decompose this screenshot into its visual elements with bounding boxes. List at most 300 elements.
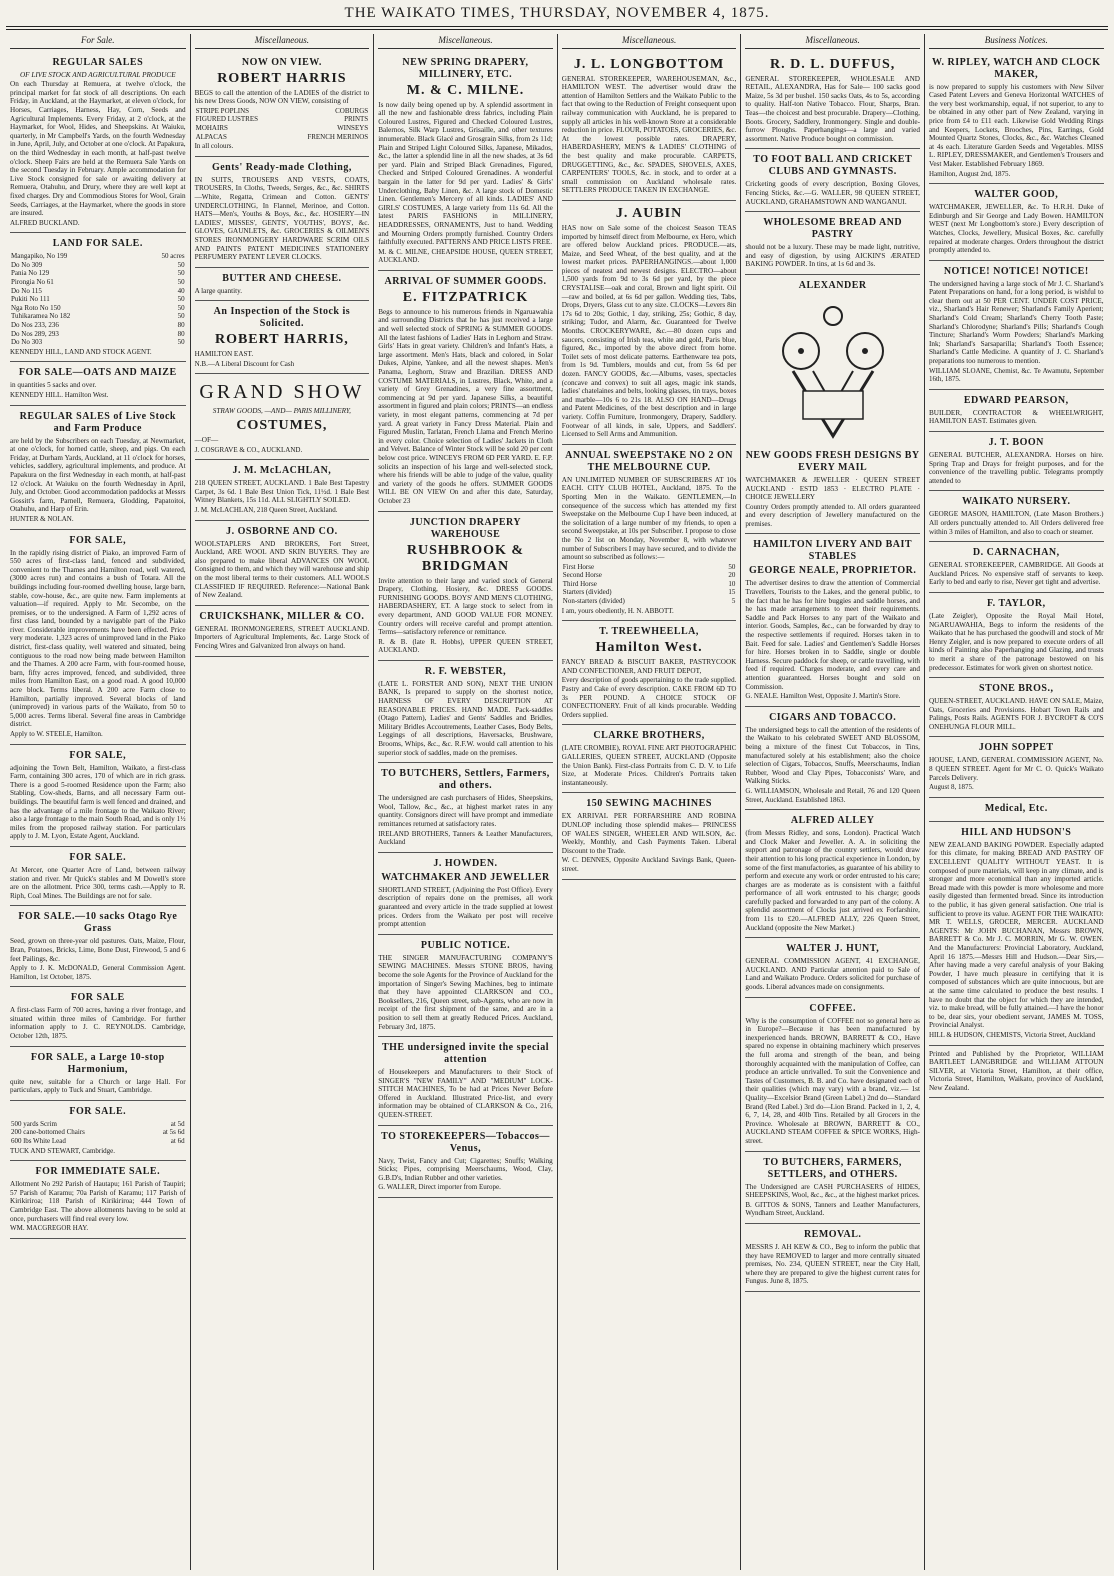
- table-row: [10, 252, 186, 261]
- table-row: [195, 133, 370, 142]
- advertisement: [10, 847, 186, 906]
- advertisement: [562, 201, 737, 445]
- table-cell: 50: [177, 303, 185, 312]
- ad-signature: HUNTER & NOLAN.: [10, 514, 74, 523]
- ad-heading: FOR SALE.—10 sacks Otago Rye Grass: [18, 911, 178, 935]
- ad-heading: 150 SEWING MACHINES: [586, 798, 712, 810]
- ad-body: In the rapidly rising district of Piako, an improved Farm of 550 acres of first-class land, fenced and subdivided, convenient to the Thames and Hamilton road, well watered, (3000 acres run) and contains a bush of Totara. All the buildings including four-roomed dwelling house, large barn, stable, cow-house, &c., are quite new. Farm implements at valuation—if required. Apply to Mr. Secombe, on the premises, or to the undersigned. A Farm of 1,292 acres of first class land, bounded by a navigable part of the Piako river. Considerable improvements have been effected. Price very moderate. 1,323 acres of unimproved land in the Piako district, first-class quality, well watered and situated, being contiguous to the road now being made between Hamilton and the Thames. A 200 acre Farm, with four-roomed house, barn, fifty acres improved, fenced, and subdivided, three miles from Hamilton East, on a good road. A good 10,000 acre block. Terms liberal. A 200 acre Farm close to Hamilton, partially improved. Several blocks of land (unimproved) in various parts of the Waikato, from 50 to 5,000 acres. Terms liberal. Several fine areas in Cambridge district.: [10, 548, 186, 729]
- ad-table: [10, 252, 186, 347]
- ad-heading: An Inspection of the Stock is Solicited.: [213, 306, 351, 330]
- table-cell: MOHAIRS: [195, 123, 228, 132]
- ad-heading: J. HOWDEN.: [433, 857, 498, 869]
- table-cell: ALPACAS: [195, 132, 227, 141]
- ad-signature: Country Orders promptly attended to. All orders guaranteed and every description of Jewellery manufactured on the premises.: [745, 502, 920, 528]
- ad-heading: F. TAYLOR,: [986, 597, 1046, 609]
- ad-heading: TO BUTCHERS, FARMERS, SETTLERS, and OTHERS.: [763, 1156, 902, 1180]
- ad-body: quite new, suitable for a Church or large Hall. For particulars, apply to Tuck and Stuart, Cambridge.: [10, 1077, 186, 1095]
- ad-body: (from Messrs Ridley, and sons, London). Practical Watch and Clock Maker and Jeweller. A. A. in soliciting the support and patronage of the country settlers, would draw their attention to his long practical experience in London, by some of the first manufactories, as guarantee of his ability to perform and execute any work or order entrusted to his care; charges are as moderate as is consistent with a faithful performance of all work entrusted to his charge; goods carefully packed and forwarded to any part of the colony. A splendid assortment of Clocks just arrived ex Forfarshire, from 11s to £20.—ALFRED ALLY, 226 Queen Street, Auckland (opposite the New Market.): [745, 829, 920, 932]
- ad-heading: REGULAR SALES: [52, 56, 144, 68]
- table-cell: Do No 115: [11, 286, 42, 295]
- advertisement: [378, 1037, 553, 1126]
- ad-heading: FOR IMMEDIATE SALE.: [35, 1166, 161, 1178]
- table-row: [10, 295, 186, 304]
- advertisement: [929, 432, 1104, 491]
- ad-signature: HILL & HUDSON, CHEMISTS, Victoria Street, Auckland: [928, 1030, 1096, 1039]
- ad-heading: Gents' Ready-made Clothing,: [211, 161, 352, 173]
- advertisement: [378, 1126, 553, 1198]
- ad-signature: I am, yours obediently, H. N. ABBOTT.: [561, 606, 674, 615]
- column-heading: Miscellaneous.: [195, 34, 370, 49]
- ad-heading: FOR SALE.: [69, 851, 127, 863]
- ad-signature: WILLIAM SLOANE, Chemist, &c. Te Awamutu, September 16th, 1875.: [928, 366, 1104, 384]
- ad-heading: COFFEE.: [809, 1002, 856, 1014]
- ad-table: [562, 563, 737, 606]
- ad-body: adjoining the Town Belt, Hamilton, Waikato, a first-class Farm, containing 300 acres, 170 of which are in rich grass. There is a good 5-roomed Residence upon the Farm; also Stabling, Cow-sheds, Barns, and all necessary Farm out-buildings. The beautiful farm is well fenced and drained, and has the advantage of a mile frontage to the Waikato River; also a large frontage to the main South Road, and is only 1½ miles from the proposed railway station. For particulars apply to J. M. Lyon, Estate Agent, Auckland.: [10, 763, 186, 841]
- table-row: [10, 321, 186, 330]
- table-cell: 40: [177, 286, 185, 295]
- ad-body: WATCHMAKER & JEWELLER · QUEEN STREET AUCKLAND · ESTD 1853 · ELECTRO PLATE · CHOICE JEWELLERY: [745, 475, 920, 502]
- table-row: [10, 330, 186, 339]
- ad-body: BEGS to call the attention of the LADIES of the district to his new Dress Goods, NOW ON VIEW, consisting of: [194, 88, 370, 106]
- ad-body: The advertiser desires to draw the attention of Commercial Travellers, Tourists to the Lakes, and the general public, to the fact that he has for hire buggies and saddle horses, and he has made arrangements to meet their requirements. Saddle and Pack Horses to any part of the Waikato and interior. Goods, Samples, &c., can be forwarded by dray to the respective settlements if required. Horses taken in to Bait. Feed for sale. Ladies' and Gentlemen's Saddle Horses for hire. Horses broken in to Saddle, single or double Harness. Secure paddock for sheep, or cattle travelling, with feed if required. Charges moderate, and every care and attention guaranteed. Horses bought and sold on Commission.: [745, 579, 920, 691]
- advertisement: [929, 1046, 1104, 1099]
- table-cell: FRENCH MERINOS: [307, 132, 369, 141]
- ad-signature: N.B.—A Liberal Discount for Cash: [194, 359, 295, 368]
- advertisement: [195, 52, 370, 157]
- ad-title: M. & C. MILNE.: [406, 82, 525, 98]
- table-cell: 50: [177, 269, 185, 278]
- ad-heading: GRAND SHOW: [199, 381, 365, 404]
- ad-body: BUILDER, CONTRACTOR & WHEELWRIGHT, HAMILTON EAST. Estimates given.: [928, 408, 1104, 426]
- table-cell: at 5d: [170, 1119, 185, 1128]
- ad-body: are held by the Subscribers on each Tuesday, at Newmarket, at one o'clock, for horned cattle, sheep, and pigs. On each Friday, at Durham Yards, Auckland, at 11 o'clock for horses, vehicles, saddlery, agricultural implements, and produce. At Papakura on the first Wednesday in each month, at half-past 12 o'clock. At Waiuku on the fourth Wednesday in April, July, and October. Good accommodation paddocks at Messrs Gossitt's farm, Parnell, Remuera, Glodding, Papatoitoi, Otahuhu, and Harp of Erin.: [10, 436, 186, 514]
- advertisement: [929, 593, 1104, 678]
- table-cell: 80: [177, 321, 185, 330]
- advertisement: [745, 1224, 920, 1292]
- ad-heading: CIGARS AND TOBACCO.: [769, 711, 897, 723]
- ad-body: Navy, Twist, Fancy and Cut; Cigarettes; Snuffs; Walking Sticks; Pipes, comprising Meerschaums, Wood, Clay, G.B.D's, Indian Rubber and other varieties.: [378, 1156, 553, 1182]
- table-cell: Do No 303: [11, 338, 43, 347]
- ad-heading: FOR SALE,: [69, 534, 127, 546]
- ad-body: 218 QUEEN STREET, AUCKLAND. 1 Bale Best Tapestry Carpet, 3s 6d. 1 Bale Best Union Tick, 11½d. 1 Bale Best Witney Blankets, 15s 11d. ALL SLIGHTLY SOILED.: [194, 479, 370, 505]
- table-cell: 50: [177, 295, 185, 304]
- ad-body: Seed, grown on three-year old pastures. Oats, Maize, Flour, Bran, Potatoes, Bricks, Lime, Bone Dust, Firewood, 5 and 6 feet Pailings, &c.: [10, 937, 186, 963]
- advertisement: [745, 212, 920, 275]
- ad-title: COSTUMES,: [236, 418, 328, 434]
- advertisement: [10, 906, 186, 987]
- table-row: [562, 563, 737, 572]
- table-row: [10, 338, 186, 347]
- masthead-rule: [6, 26, 1108, 27]
- ad-body: GENERAL COMMISSION AGENT, 41 EXCHANGE, AUCKLAND. AND Particular attention paid to Sale of Land and Waikato Produce. Orders solicited for purchase of goods. Liberal advances made on consignments.: [745, 957, 920, 992]
- ad-body: Printed and Published by the Proprietor, WILLIAM BARTLEET LANGBRIDGE and WILLIAM ATTOUN SILVER, at Victoria Street, Hamilton, at their office, Victoria Street, Hamilton, Waikato, province of Auckland, New Zealand.: [928, 1049, 1104, 1092]
- advertisement: [562, 445, 737, 622]
- table-cell: 5: [731, 597, 736, 606]
- table-cell: Pirongia No 61: [11, 278, 54, 287]
- column-6: [924, 34, 1108, 1570]
- advertisement: [10, 530, 186, 745]
- advertisement: [929, 261, 1104, 390]
- table-row: [10, 1128, 186, 1137]
- ad-heading: ARRIVAL OF SUMMER GOODS.: [384, 275, 547, 287]
- advertisement: [195, 301, 370, 374]
- table-cell: PRINTS: [344, 115, 369, 124]
- table-row: [10, 269, 186, 278]
- ad-heading: ALFRED ALLEY: [790, 815, 875, 827]
- advertisement: [195, 606, 370, 657]
- table-cell: FIGURED LUSTRES: [195, 115, 259, 124]
- ad-heading: T. TREEWHEELLA,: [599, 626, 699, 638]
- column-heading: Miscellaneous.: [378, 34, 553, 49]
- table-cell: 50: [177, 260, 185, 269]
- table-cell: 10: [728, 579, 736, 588]
- advertisement: [195, 374, 370, 460]
- ad-body: EX ARRIVAL PER FORFARSHIRE AND ROBINA DUNLOP including those splendid makes— PRINCESS OF WALES SINGER, WHEELER AND WILSON, &c. Weekly, Monthly, and Cash Payments Taken. Liberal Discount to the Trade.: [561, 812, 737, 855]
- ad-title: Hamilton West.: [595, 640, 703, 656]
- advertisement: [378, 763, 553, 853]
- ad-heading: PUBLIC NOTICE.: [420, 939, 511, 951]
- ad-heading: J. AUBIN: [615, 205, 683, 221]
- ad-signature: M. & C. MILNE, CHEAPSIDE HOUSE, QUEEN STREET, AUCKLAND.: [378, 247, 553, 265]
- ad-heading: Medical, Etc.: [984, 802, 1048, 814]
- advertisement: [10, 1161, 186, 1239]
- table-row: [10, 1120, 186, 1129]
- ad-signature: August 8, 1875.: [928, 783, 974, 792]
- advertisement: [745, 707, 920, 810]
- ad-heading: J. T. BOON: [988, 437, 1044, 448]
- advertisement: [378, 661, 553, 763]
- ad-body: The Undersigned are CASH PURCHASERS of HIDES, SHEEPSKINS, Wool, &c., &c., at the highest market prices.: [745, 1182, 920, 1200]
- table-cell: Starters (divided): [562, 588, 612, 597]
- column-heading: Business Notices.: [929, 34, 1104, 49]
- ad-body: is now prepared to supply his customers with New Silver Cased Patent Levers and Geneva Horizontal WATCHES of the very best workmanship, equal, if not superior, to any to be obtained in any other part of New Zealand, varying in price from £4 to £11 each. Likewise Gold Wedding Rings and Keepers, Lockets, Brooches, Pins, Earrings, Gold Mounted Quartz Stones, Clocks, &c., &c. Watches Cleaned at 4s each. Literature Garden Seeds and Vegetables. MISS L. RIPLEY, DRESSMAKER, and Gentlemen's Trousers and Vest Maker. Established February 1869.: [928, 82, 1104, 168]
- ad-body: of Housekeepers and Manufacturers to their Stock of SINGER'S "NEW FAMILY" AND "MEDIUM" LOCK-STITCH MACHINES, To be had at Prices Never Before Offered in Auckland. Illustrated Price-list, and every information may be obtained of CLARKSON & Co., 216, QUEEN-STREET.: [378, 1068, 553, 1120]
- ad-signature: TUCK AND STEWART, Cambridge.: [10, 1146, 116, 1155]
- advertisement: [562, 793, 737, 879]
- ad-table: [195, 107, 370, 141]
- ad-heading: W. RIPLEY, WATCH AND CLOCK MAKER,: [931, 56, 1101, 80]
- advertisement: [378, 935, 553, 1037]
- table-row: [562, 597, 737, 606]
- ad-heading: WHOLESOME BREAD AND PASTRY: [763, 217, 903, 241]
- advertisement: [195, 460, 370, 520]
- table-cell: Tuhikaramea No 182: [11, 312, 71, 321]
- ad-signature: G. WILLIAMSON, Wholesale and Retail, 76 and 120 Queen Street, Auckland. Established 1863.: [745, 786, 920, 804]
- ad-body: GENERAL STOREKEEPER, CAMBRIDGE. All Goods at Auckland Prices. No expensive staff of servants to keep. Early to bed and early to rise, Never get tight and advertise.: [928, 561, 1104, 587]
- advertisement: [929, 798, 1104, 822]
- table-cell: Third Horse: [562, 579, 597, 588]
- ad-body: —OF—: [194, 436, 219, 445]
- ad-body: GENERAL STOREKEEPER, WAREHOUSEMAN, &c., HAMILTON WEST. The advertiser would draw the attention of Hamilton Settlers and the Waikato Public to the fact that owing to the Reduction of Freight consequent upon railway communication with Auckland, he is prepared to supply all articles in his well-known Store at a considerable reduction in price. FLOUR, POTATOES, GROCERIES, &c. At the lowest possible rates. DRAPERY, HABERDASHERY, MEN'S & LADIES' CLOTHING of the best quality and make procurable. CARPETS, DRUGGETTING, &c., &c. SPADES, SHOVELS, AXES, CARPENTERS' TOOLS, &c. in stock, and to order at a small commission on Auckland wholesale rates. SETTLERS PRODUCE TAKEN IN EXCHANGE.: [561, 74, 737, 195]
- ad-title: RUSHBROOK & BRIDGMAN: [406, 542, 525, 574]
- advertisement: [745, 998, 920, 1152]
- ad-body: in quantities 5 sacks and over.: [10, 381, 97, 390]
- ad-body: On each Thursday at Remuera, at twelve o'clock, the principal market for fat stock of all descriptions. On each Friday, in Auckland, at the Haymarket, at eleven o'clock, for Horses, Carriages, Harness, Hay, Corn, Seeds and Agricultural Implements. Every Friday, at 2 o'clock, at the Haymarket, for Wool, Hides, and Sheepskins. At Waiuku, quarterly, in Mr Campbell's Yards, on the fourth Wednesday in June, April, July, and October at one o'clock. At Papakura, on the third Wednesday in each month, at half-past twelve o'clock. Sheep Fairs are held at the Remuera Sale Yards on the second Tuesday in February. Ample accommodation for Live Stock consigned for sale or awaiting delivery at Remuera, Otahuhu, and Drury, where they are well kept at fixed charges. Dry and Commodious Stores for Wool, Grain Seeds, Carriages, at the Haymarket, where the goods in store are insured.: [10, 80, 186, 218]
- column-3: [373, 34, 557, 1570]
- ad-heading: REMOVAL.: [803, 1228, 862, 1240]
- table-row: [10, 287, 186, 296]
- advertisement: [378, 853, 553, 935]
- advertisement: [10, 745, 186, 847]
- table-cell: 200 cane-bottomed Chairs: [11, 1128, 85, 1137]
- advertisement: [562, 725, 737, 793]
- table-cell: 50: [177, 312, 185, 321]
- ad-body: Allotment No 292 Parish of Hautapu; 161 Parish of Taupiri; 57 Parish of Karamu; 70a Parish of Karamu; 117 Parish of Kirikiriroa; 118 Parish of Kirikiriroa; 444 Town of Cambridge East. The above allotments having to be sold at once, purchasers will find real every low.: [10, 1180, 186, 1223]
- ad-heading: JOHN SOPPET: [978, 742, 1054, 754]
- ad-heading: D. CARNACHAN,: [972, 547, 1060, 559]
- advertisement: [10, 233, 186, 362]
- table-cell: 500 yards Scrim: [11, 1119, 57, 1128]
- table-row: [562, 580, 737, 589]
- ad-heading: WAIKATO NURSERY.: [961, 496, 1071, 508]
- ad-signature: ALFRED BUCKLAND.: [10, 218, 80, 227]
- ad-heading: FOR SALE—OATS AND MAIZE: [18, 367, 177, 379]
- table-row: [10, 261, 186, 270]
- ad-table: [10, 1120, 186, 1146]
- advertisement: [929, 678, 1104, 737]
- ad-heading: CRUICKSHANK, MILLER & CO.: [199, 610, 365, 622]
- ad-body: AN UNLIMITED NUMBER OF SUBSCRIBERS AT 10s EACH. CITY CLUB HOTEL, Auckland, 1875. To the Sporting Men in the Waikato. GENTLEMEN,—In consequence of the success which has attended my first Sweepstake on the Melbourne Cup I have been induced, at the solicitation of a large number of my friends, to open a second Sweepstake, at 10s per Subscriber. I propose to close the No 2 list on Monday, November 8, with whatever number of Subscribers I may have secured, and to divide the amount so subscribed as follows:—: [561, 475, 737, 562]
- ad-heading: TO FOOT BALL AND CRICKET CLUBS AND GYMNASTS.: [753, 154, 913, 178]
- advertisement: [929, 822, 1104, 1046]
- advertisement: [929, 737, 1104, 797]
- ad-heading: NOW ON VIEW.: [241, 56, 322, 68]
- ad-heading: J. M. McLACHLAN,: [232, 465, 332, 477]
- ad-body: THE SINGER MANUFACTURING COMPANY'S SEWING MACHINES. Messrs STONE BROS, having become the sole Agents for the Province of Auckland for the importation of Singer's Sewing Machines, beg to intimate that they have appointed CLARKSON and CO., Booksellers, 216, Queen street, sub-Agents, who are now in receipt of the first shipment of the same, and are in a position to sell them at greatly Reduced Prices. Auckland, February 3rd, 1875.: [378, 953, 553, 1031]
- ad-body: GENERAL BUTCHER, ALEXANDRA. Horses on hire. Spring Trap and Drays for freight purposes, and for the convenience of the travelling public. Telegrams promptly attended to: [928, 451, 1104, 485]
- table-row: [10, 304, 186, 313]
- advertisement: [929, 390, 1104, 432]
- table-cell: 50: [728, 562, 736, 571]
- table-cell: 15: [728, 588, 736, 597]
- ad-heading: CLARKE BROTHERS,: [593, 730, 705, 742]
- ad-signature: Apply to W. STEELE, Hamilton.: [10, 730, 103, 738]
- ad-body: NEW ZEALAND BAKING POWDER. Especially adapted for this climate, for making BREAD AND PASTRY OF EXCELLENT QUALITY WITHOUT YEAST. It is composed of pure materials, will keep in any climate, and is stronger and more economical than any imported article. Bread made with this powder is more wholesome and more easily digested than fermented bread. Since its introduction to the public, it has given general satisfaction. One trial is sufficient to prove its value. AGENT FOR THE WAIKATO: MR T. WELLS, GROCER, MERCER. AUCKLAND AGENTS: Mr JOHN BUCHANAN, Messrs BROWN, BARRETT & Co. Mr J. C. MORRIN, Mr G. W. OWEN. And the Manufacturers: Provincial Laboratory, Auckland, April 16 1875.—Messrs Hill and Hudson.—Dear Sirs,—After having made a very careful analysis of your Baking Powder, I have much pleasure in certifying that it is composed of substances which are quite innocuous, but are at the same time calculated to produce the best results. I have no doubt that the object for which they are intended, viz. to make bread, will be fully attained.—I have the honor to be, dear sirs, your obedient servant, JAMES M. TOSS, Provincial Analyst.: [928, 840, 1104, 1030]
- table-cell: WINSEYS: [337, 123, 369, 132]
- ad-body: IN SUITS, TROUSERS AND VESTS, COATS, TROUSERS, In Cloths, Tweeds, Serges, &c., &c. SHIRTS—White, Regatta, Crimean and Cotton. GENTS' UNDERCLOTHING, In Flannel, Merinoe, and Cotton. HATS—Men's, Youths & Boys, &c., &c. HOSIERY—IN LADIES', MISSES', GENTS', YOUTHS', BOYS', &c. GLOVES, GAUNLETS, &c. GROCERIES & OILMEN'S STORES IRONMONGERY HARDWARE SCRIM OILS AND PAINTS PATENT MEDICINES STATIONERY PERFUMERY PATENT LEVER CLOCKS.: [194, 175, 370, 262]
- advertisement: [195, 521, 370, 606]
- ad-body: should not be a luxury. These may be made light, nutritive, and easy of digestion, by using AICKIN'S ÆRATED BAKING POWDER. In tins, at 1s 6d and 3s.: [745, 243, 920, 269]
- ad-title: E. FITZPATRICK: [402, 289, 529, 305]
- table-cell: Pania No 129: [11, 269, 50, 278]
- table-row: [10, 1137, 186, 1146]
- column-4: [557, 34, 741, 1570]
- ad-heading: R. F. WEBSTER,: [424, 665, 507, 677]
- advertisement: [562, 621, 737, 725]
- ad-heading: EDWARD PEARSON,: [963, 394, 1069, 406]
- table-row: [195, 107, 370, 116]
- table-cell: Second Horse: [562, 571, 602, 580]
- masthead-rule-2: [6, 29, 1108, 30]
- ad-title: GEORGE NEALE, PROPRIETOR.: [749, 565, 917, 577]
- table-cell: Nga Roto No 150: [11, 303, 61, 312]
- advertisement: [10, 987, 186, 1046]
- ad-signature: J. M. McLACHLAN, 218 Queen Street, Auckland.: [194, 506, 338, 515]
- advertisement: [745, 1152, 920, 1224]
- ad-heading: NEW SPRING DRAPERY, MILLINERY, ETC.: [402, 56, 529, 80]
- advertisement: [562, 52, 737, 201]
- ad-body: WATCHMAKER, JEWELLER, &c. To H.R.H. Duke of Edinburgh and Sir George and Lady Bowen. HAMILTON WEST (next Mr Longbottom's store.) Every description of Watches, Clocks, Jewellery, Musical Boxes, &c. carefully repaired at moderate charges. Orders throughout the district promptly attended to.: [928, 203, 1104, 255]
- ad-subheading: STRAW GOODS, —AND— PARIS MILLINERY,: [212, 407, 351, 416]
- ad-signature: B. GITTOS & SONS, Tanners and Leather Manufacturers, Wyndham Street, Auckland.: [745, 1200, 920, 1218]
- ad-body: HAS now on Sale some of the choicest Season TEAS imported by himself direct from Melbourne, ex Hero, which are offered below Auckland prices. PRODUCE.—ats, Maize, and Seed Wheat, of the best quality, and at the lowest market prices. PAPERHANGINGS.—about 1,000 pieces of neatest and newest designs. ELECTRO—about 1,500 yards from 9d to 3s 6d per yard, by the piece CRYSTALISE—oak and coral, Brown and light spirit. Oil—raw and boiled, at 6s 6d per gallon. Wedding ties, Tabs, Drops, Dryers, Glass cut to any size. CLOCKS—Levers 8in 17s 6d to 20s; Gothic, 1 day, striking, 25s; Gothic, 8 day, striking; Tudor, and Alarm, &c. Guaranteed for Twelve Months. CROCKERYWARE, &c.—80 dozen cups and saucers, consisting of Irish teas, white and gold, Paris blue, figured, &c., imported by the above direct from home. Toilet sets of most delicate patterns. Earthenware tea pots, from 1s 9d. Tumblers, moulds and cut, from 5s 6d per dozen. FANCY GOODS, &c.—Albums, vases, spectacles (concave and convex) to suit all ages, magic ink stands, ladies' chatelaines and belts, looking glasses, tin trays, boxes and marble—10s 6 to 21s 18. ALSO ON HAND—Drugs and Patent Medicines, of the best description and in large variety. Coffin Furniture, Ironmongery, Drapery, Saddlery. Footwear of all kinds, in sale, Uppers, and Saddlers'. Licensed to Sell Arms and Ammunition.: [561, 223, 737, 439]
- masthead: THE WAIKATO TIMES, THURSDAY, NOVEMBER 4, 1875.: [344, 5, 770, 21]
- ad-body: Is now daily being opened up by. A splendid assortment in all the new and fashionable dress fabrics, including Plain Coloured Lustres, Figured and Checked Coloured Lustres, Balernos, Silk Warp Lustres, Grisaille, and other textures innumerable. Black Glacé and Grosgrain Silks, from 2s 11d; Plain and Striped Light Coloured Silks, Japanese, Mikados, &c., the latter a splendid line in all the new shades, at 3s 6d per yard. Plain and Striped Black Grenadines, Figured, Checked and Striped Coloured Grenadines. A wonderful bargain in the latter for 9d per yard. Ladies' & Girls' Underclothing, Baby Linen, &c. A large stock of Domestic Linen. Gentlemen's Mercery of all kinds. LADIES' AND GIRLS' COSTUMES, A large variety from 11s 6d. All the latest PARIS FASHIONS in MILLINERY, HEADDRESSES, ORNAMENTS, Just to hand. Wedding and Mourning Orders promptly furnished. Country Orders faithfully executed. PATTERNS AND PRICE LISTS FREE.: [378, 100, 553, 247]
- table-cell: at 5s 6d: [162, 1128, 185, 1137]
- ad-body: GEORGE MASON, HAMILTON, (Late Mason Brothers.) All orders punctually attended to. All Orders delivered free within 3 miles of Hamilton, and also to coach or steamer.: [928, 510, 1104, 536]
- ad-heading: FOR SALE,: [69, 749, 127, 761]
- ad-body: MESSRS J. AH KEW & CO., Beg to inform the public that they have REMOVED to larger and more centrally situated premises, No. 234, QUEEN STREET, near the City Hall, where they are prepared to give the highest current rates for Fungus. June 8, 1875.: [745, 1242, 920, 1286]
- ad-heading: R. D. L. DUFFUS,: [770, 56, 896, 72]
- advertisement: [10, 406, 186, 530]
- ad-body: Cricketing goods of every description, Boxing Gloves, Fencing Sticks, &c.—G. WALLER, 98 QUEEN STREET, AUCKLAND, GRAHAMSTOWN AND WANGANUI.: [745, 180, 920, 206]
- table-cell: 50 acres: [161, 252, 185, 261]
- ad-heading: NOTICE! NOTICE! NOTICE!: [943, 265, 1089, 277]
- table-row: [195, 115, 370, 124]
- ad-body: A first-class Farm of 700 acres, having a river frontage, and situated within three miles of Cambridge. For further information apply to J. C. REYNOLDS. Cambridge, October 12th, 1875.: [10, 1006, 186, 1041]
- table-cell: Pukiti No 111: [11, 295, 50, 304]
- ad-body: GENERAL STOREKEEPER, WHOLESALE AND RETAIL, ALEXANDRA, Has for Sale— 100 sacks good Maize, 5s 3d per bushel. 150 sacks Oats, 4s to 5s, according to quality. Half-ton Native Tobacco. Flour, Sharps, Bran. Teas—the choicest and best procurable. Drapery—Clothing, Boots. Grocery, Saddlery, Ironmongery. Single and double-furrow Ploughs. Paperhangings—a large and varied assortment. Native Produce bought on commission.: [745, 74, 920, 143]
- ad-signature: IRELAND BROTHERS, Tanners & Leather Manufacturers, Auckland: [378, 829, 553, 847]
- table-cell: First Horse: [562, 562, 595, 571]
- ad-signature: KENNEDY HILL. Hamilton West.: [10, 391, 109, 399]
- ad-body: (LATE CROMBIE), ROYAL FINE ART PHOTOGRAPHIC GALLERIES, QUEEN STREET, AUCKLAND (Opposite the Union Bank). First-class Portraits from C. D. V. to Life Size, at Moderate Prices. Children's Portraits taken instantaneously.: [561, 744, 737, 787]
- ad-body: GENERAL IRONMONGERERS, STREET AUCKLAND. Importers of Agricultural Implements, &c. Large Stock of Fencing Wires and Galvanized Iron always on hand.: [194, 624, 370, 650]
- ad-heading: REGULAR SALES of Live Stock and Farm Produce: [19, 410, 176, 434]
- advertisement: [745, 938, 920, 997]
- ad-heading: BUTTER AND CHEESE.: [222, 272, 342, 284]
- ad-heading: HAMILTON LIVERY AND BAIT STABLES: [753, 539, 913, 563]
- table-row: [10, 312, 186, 321]
- ad-heading: JUNCTION DRAPERY WAREHOUSE: [409, 516, 522, 540]
- advertisement: [10, 1101, 186, 1161]
- table-cell: 600 lbs White Lead: [11, 1137, 66, 1146]
- ad-heading: TO STOREKEEPERS—Tobaccos—Venus,: [381, 1130, 550, 1154]
- ad-signature: Apply to J. K. McDONALD, General Commission Agent. Hamilton, 1st October, 1875.: [10, 964, 186, 981]
- column-2: [190, 34, 374, 1570]
- advertisement: [745, 275, 920, 535]
- ad-signature: G. NEALE. Hamilton West, Opposite J. Martin's Store.: [745, 692, 901, 701]
- table-cell: 20: [728, 571, 736, 580]
- ad-heading: HILL AND HUDSON'S: [961, 826, 1072, 838]
- pocket-watch-emblem-icon: [773, 296, 893, 446]
- table-cell: at 6d: [170, 1137, 185, 1146]
- advertisement: [929, 184, 1104, 261]
- column-heading: Miscellaneous.: [562, 34, 737, 49]
- ad-signature: In all colours.: [194, 142, 234, 151]
- ad-heading: FOR SALE.: [69, 1105, 127, 1117]
- ad-heading: LAND FOR SALE.: [52, 238, 143, 250]
- ad-signature: W. C. DENNES, Opposite Auckland Savings Bank, Queen-street.: [561, 856, 737, 873]
- ad-body: Begs to announce to his numerous friends in Ngaruawahia and surrounding Districts that he has just received a large and well selected stock of SPRING & SUMMER GOODS. All the latest fashions of Ladies' Hats in Leghorn and Straw. Girls' Hats in great variety. Children's and Infant's Hats, a large assortment. Men's Hats, black and colored, in Solar Dukes, Alpine, Yankee, and all the newest shapes. Men's Panama, Leghorn, Straw and Brazilian. DRESS AND COSTUME MATERIALS, in Lustres, Black, White, and a variety of Grey Grenadines, a very fine assortment, commencing at 9d per yard. Japanese Silks, a beautiful assortment in figured and plain colors; PRINTS—an endless variety, in most elegant patterns, commencing at 7d per yard. A great variety in Fancy Dress Material. Plain and Figured Muslin, Tarlatan, French Llama and French Merino in every color. Choice selection of Ladies' Jackets in Cloth and Velvet. Balance of Winter Stock will be sold 20 per cent below cost price. WINCEYS FROM 6D PER YARD. E. F.P. solicits an inspection of his large and well-selected stock, where his friends will be able to judge of the value, quality and variety of the goods he offers. SUMMER GOODS WILL BE ON VIEW On and after this date, Saturday, October 23: [378, 307, 553, 505]
- ad-signature: G. WALLER, Direct importer from Europe.: [378, 1183, 501, 1192]
- ad-signature: J. COSGRAVE & CO., AUCKLAND.: [194, 445, 303, 454]
- ad-heading: THE undersigned invite the special attention: [381, 1042, 549, 1066]
- ad-title: NEW GOODS FRESH DESIGNS BY EVERY MAIL: [745, 449, 920, 473]
- ad-heading: TO BUTCHERS, Settlers, Farmers, and others.: [381, 768, 550, 792]
- advertisement: [378, 271, 553, 512]
- advertisement: [929, 542, 1104, 593]
- ad-body: The undersigned are cash purchasers of Hides, Sheepskins, Wool, Tallow, &c., &c., at highest market rates in any quantity. Consignors direct will have prompt and immediate remittances returned at satisfactory rates.: [378, 794, 553, 828]
- column-1: [6, 34, 190, 1570]
- advertisement: [195, 157, 370, 268]
- ad-heading: ANNUAL SWEEPSTAKE NO 2 ON THE MELBOURNE CUP.: [565, 449, 734, 473]
- advertisement: [378, 512, 553, 661]
- ad-signature: KENNEDY HILL, LAND AND STOCK AGENT.: [10, 347, 152, 356]
- ad-heading: WALTER GOOD,: [974, 189, 1059, 201]
- advertisement: [929, 491, 1104, 542]
- ad-body: The undersigned having a large stock of Mr J. C. Sharland's Patent Preparations on hand, for a long period, is wishful to clear them out at 50 PER CENT. UNDER COST PRICE, viz., Sharland's Hair Renewer; Sharland's Family Aperient; Sharland's Cold Cream; Sharland's Cherry Tooth Paste; Sharland's Chlorodyne; Sharland's Pills; Sharland's Cough Tincture; Sharland's Worm Powders; Sharland's Marking Ink; Sharland's Sarsaparilla; Sharland's Tooth Essence; Sharland's Cattle Medicine. A quantity of J. C. Sharland's preparations too numerous to mention.: [928, 279, 1104, 366]
- ad-signature: Every description of goods appertaining to the trade supplied. Pastry and Cake of every description. CAKE FROM 6D TO 3s PER POUND. A CHOICE STOCK OF CONFECTIONERY. Fruit of all kinds procurable. Wedding Orders supplied.: [561, 676, 737, 719]
- ad-heading: J. L. LONGBOTTOM: [573, 56, 725, 72]
- ad-body: Invite attention to their large and varied stock of General Drapery, Clothing, Hosiery, &c. DRESS GOODS. FURNISHING GOODS. BOYS' AND MEN'S CLOTHING, HABERDASHERY, ET. A large stock to select from in every department, AND GOOD VALUE FOR MONEY. Country orders will receive careful and prompt attention. Terms—satisfactory reference or remittance.: [378, 576, 553, 637]
- ad-body: At Mercer, one Quarter Acre of Land, between railway station and river. Mr Quick's stables and M Dowell's store are on the allotment. Price 300, terms cash.—Apply to R. Riph, Coal Mines. The Buildings are not for sale.: [10, 865, 186, 900]
- ad-signature: WM. MACGREGOR HAY.: [10, 1224, 89, 1233]
- table-cell: 80: [177, 329, 185, 338]
- ad-body: A large quantity.: [194, 286, 243, 295]
- column-heading: Miscellaneous.: [745, 34, 920, 49]
- ad-body: HOUSE, LAND, GENERAL COMMISSION AGENT, No. 8 QUEEN STREET. Agent for Mr C. O. Quick's Waikato Parcels Delivery.: [928, 756, 1104, 782]
- ad-title: ROBERT HARRIS,: [214, 332, 349, 348]
- ad-heading: J. OSBORNE AND CO.: [226, 525, 338, 537]
- ad-title: ROBERT HARRIS: [217, 70, 347, 86]
- ad-body: The undersigned begs to call the attention of the residents of the Waikato to his celebrated SWEET AND BLOSSOM, being a mixture of the finest Cut Tobaccos, in Tins, manufactured solely at his establishment; also the choice selection of Cigars, Tobaccos, Snuffs, Meerschaums, Indian Rubber, Wood and Clay Pipes, Tobacconists' Ware, and Walking Sticks.: [745, 725, 920, 786]
- table-row: [562, 588, 737, 597]
- ad-body: (LATE L. FORSTER AND SON), NEXT THE UNION BANK, Is prepared to supply on the shortest notice, HARNESS OF EVERY DESCRIPTION AT REASONABLE PRICES. HAND MADE. Pack-saddles (Otago Pattern), Ladies' and Gents' Saddles and Bridles, Military Bridles Accoutrements, Leather Cases, Body Belts, Leggings of all descriptions, Haversacks, Brushware, Brooms, Whips, &c., &c. R.F.W. would call attention to his superior stock of saddles, made on the premises.: [378, 679, 553, 757]
- advertisement: [745, 52, 920, 150]
- table-cell: Do Nos 289, 293: [11, 329, 59, 338]
- table-cell: COBURGS: [335, 106, 369, 115]
- ad-heading: ALEXANDER: [798, 279, 867, 291]
- advertisement: [929, 52, 1104, 185]
- table-row: [10, 278, 186, 287]
- ad-subheading: OF LIVE STOCK AND AGRICULTURAL PRODUCE: [19, 70, 176, 79]
- advertisement: [10, 52, 186, 234]
- ad-heading: WALTER J. HUNT,: [786, 943, 880, 955]
- ad-body: Why is the consumption of COFFEE not so general here as in Europe?—Because it has been manufactured by inexperienced hands. BROWN, BARRETT & CO., Have spared no expense in obtaining machinery which preserves the full aroma and strength of the bean, and being thoroughly acquainted with the manipulation of Coffee, can produce an article unrivalled. To suit the Convenience and Tastes of Customers, B. B. and Co. have designated each of their qualities (which may vary) with a brand, viz.— 1st Quality—Excelsior Brand (Green Label.) 2nd do—Standard Brand (Red Label.) 3rd do—Lion Brand. Packed in 1, 2, 4, 6, 7, 14, 28, and 40lb Tins. Retailed by all Grocers in the Province. Wholesale at BROWN, BARRETT & CO., AUCKLAND STEAM COFFEE & SPICE WORKS, High-street.: [745, 1016, 920, 1145]
- ad-heading: FOR SALE, a Large 10-stop Harmonium,: [30, 1051, 165, 1075]
- table-row: [562, 571, 737, 580]
- advertisement: [745, 534, 920, 706]
- advertisement: [745, 149, 920, 212]
- column-heading: For Sale.: [10, 34, 186, 49]
- table-cell: Do Nos 233, 236: [11, 321, 59, 330]
- ad-signature: R. & B. (late R. Hobbs), UPPER QUEEN STREET, AUCKLAND.: [378, 637, 553, 655]
- advertisement: [10, 362, 186, 405]
- table-cell: Non-starters (divided): [562, 597, 625, 606]
- advertisement: [745, 810, 920, 938]
- ad-heading: FOR SALE: [70, 992, 125, 1004]
- table-cell: Do No 309: [11, 260, 43, 269]
- table-cell: STRIPE POPLINS: [195, 106, 250, 115]
- column-5: [740, 34, 924, 1570]
- ad-body: FANCY BREAD & BISCUIT BAKER, PASTRYCOOK AND CONFECTIONER, AND FRUIT DEPOT,: [561, 658, 737, 675]
- ad-body: (Late Zeigler), Opposite the Royal Mail Hotel, NGARUAWAHIA, Begs to inform the residents of the Waikato that he has purchased the goodwill and stock of Mr Henry Zeigler, and is now prepared to execute orders of all kinds of Painting also Paperhanging and Glazing, and trusts to merit a share of the patronage bestowed on his predecessor. Estimates for work given on shortest notice.: [928, 611, 1104, 672]
- ad-body: SHORTLAND STREET, (Adjoining the Post Office). Every description of repairs done on the premises, all work guaranteed and every article in the trade supplied at lowest prices. Orders from the Waikato per post will receive prompt attention: [378, 885, 553, 929]
- table-cell: 50: [177, 278, 185, 287]
- ad-body: HAMILTON EAST.: [194, 350, 254, 359]
- table-cell: 50: [177, 338, 185, 347]
- table-cell: Mangapiko, No 199: [11, 252, 68, 261]
- ad-body: WOOLSTAPLERS AND BROKERS, Fort Street, Auckland, ARE WOOL AND SKIN BUYERS. They are also prepared to make liberal ADVANCES ON WOOL Consigned to them, and which they will warehouse and ship on the most liberal terms to their customers. ALL WOOLS CLASSIFIED IF REQUIRED. Reference:—National Bank of New Zealand.: [194, 539, 370, 600]
- newspaper-columns: [6, 34, 1108, 1570]
- advertisement: [378, 52, 553, 271]
- ad-title: WATCHMAKER AND JEWELLER: [381, 871, 550, 883]
- advertisement: [10, 1047, 186, 1101]
- table-row: [195, 124, 370, 133]
- ad-signature: Hamilton, August 2nd, 1875.: [928, 169, 1011, 178]
- ad-heading: STONE BROS.,: [979, 683, 1054, 695]
